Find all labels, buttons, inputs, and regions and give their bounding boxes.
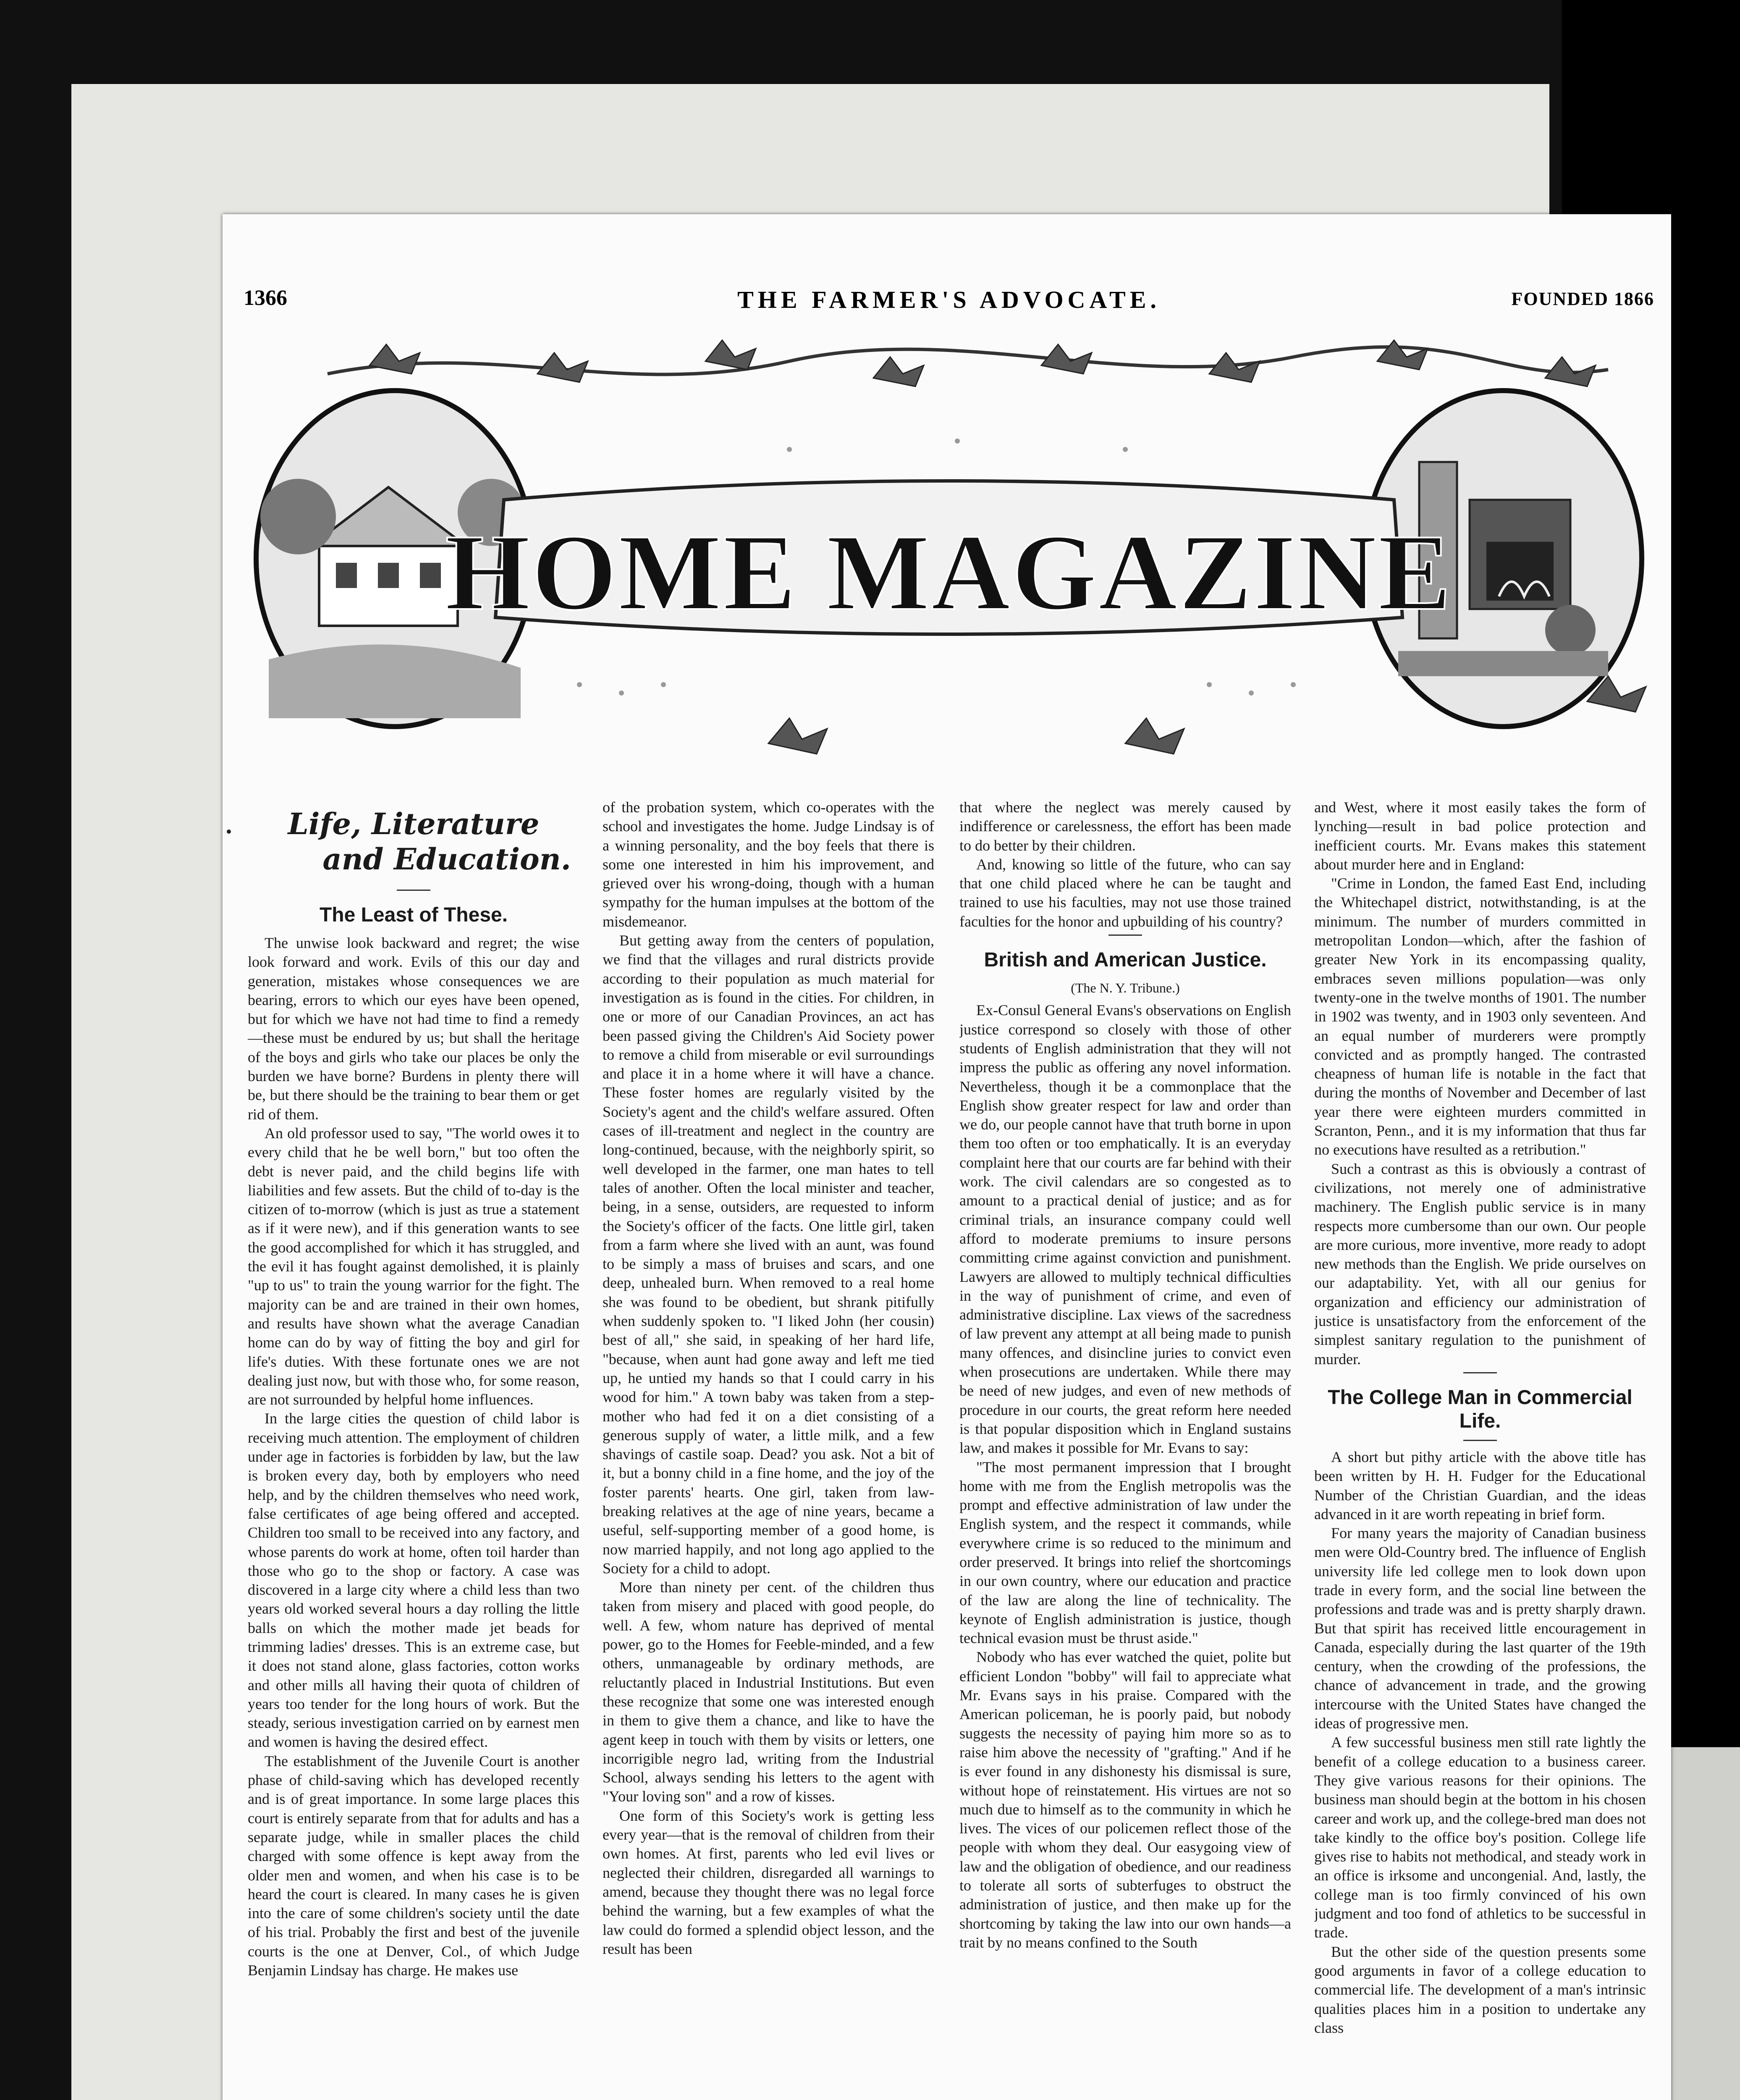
paragraph: One form of this Society's work is getting less every year—that is the removal of children from their own homes. At first, parents who led evil lives or neglected their children, disregarded all warnings to amend, because they thought there was no legal force behind the warning, but a few examples of what the law could do formed a splendid object lesson, and the result has been (603, 1807, 934, 1957)
article-title-justice: British and American Justice. (984, 949, 1267, 971)
section-heading (248, 806, 579, 877)
masthead: THE FARMER'S ADVOCATE. (737, 286, 1161, 313)
bullet-dot (227, 830, 231, 834)
paragraph: A short but pithy article with the above title has been written by H. H. Fudger for the Educational Number of the Christian Guardian, and the ideas advanced in it are worth repeating in brief form. (1314, 1448, 1646, 1522)
paragraph: "The most permanent impression that I brought home with me from the English metropolis was the prompt and effective administration of law under the English system, and the respect it commands, while everywhere crime is so reduced to the minimum and order preserved. It brings into relief the shortcomings in our own country, where our education and practice of the law are along the line of technicality. The keynote of English administration is justice, though technical evasion must be thrust aside." (959, 1458, 1291, 1647)
column-1 (248, 798, 579, 2100)
column-2 (603, 798, 934, 2100)
home-magazine-banner (244, 323, 1654, 781)
paragraph: More than ninety per cent. of the children thus taken from misery and placed with good people, do well. A few, whom nature has deprived of mental power, go to the Homes for Feeble-minded, and a few others, unmanageable by ordinary methods, are reluctantly placed in Industrial Institutions. But even these recognize that some one was interested enough in them to give them a chance, and like to have the agent keep in touch with them by visits or letters, one incorrigible negro lad, writing from the Industrial School, always sending his letters to the agent with "Your loving son" and a row of kisses. (603, 1579, 934, 1805)
paragraph: "Crime in London, the famed East End, including the Whitechapel district, notwithstanding, is at the minimum. The number of murders committed in metropolitan London—which, after the fashion of greater New York in its encompassing quality, embraces seven millions population—was only twenty-one in the twelve months of 1901. The number in 1902 was twenty, and in 1903 only seventeen. And an equal number of murderers were promptly convicted and as promptly hanged. The contrasted cheapness of human life is notable in the fact that during the months of November and December of last year there were eighteen murders committed in Scranton, Penn., and it is my information that thus far no executions have resulted as a retribution." (1314, 875, 1646, 1158)
section-heading-line-1: Life, Literature (288, 806, 540, 841)
banner-title: HOME MAGAZINE (445, 512, 1453, 633)
divider (397, 890, 430, 891)
paragraph: Nobody who has ever watched the quiet, polite but efficient London "bobby" will fail to appreciate what Mr. Evans says in his praise. Compared with the American policeman, he is poorly paid, but nobody suggests the necessity of paying him more so as to raise him above the necessity of "grafting." And if he is ever found in any dishonesty his dismissal is sure, without hope of reinstatement. His virtues are not so much due to himself as to the community in which he lives. The vices of our policemen reflect those of the people with whom they deal. Our easygoing view of law and the obligation of obedience, and our readiness to tolerate all sorts of subterfuges to obstruct the administration of justice, and then make up for the shortcoming by taking the law into our own hands—a trait by no means confined to the South (959, 1648, 1291, 1951)
paragraph: Such a contrast as this is obviously a contrast of civilizations, not merely one of administrative machinery. The English public service is in many respects more cumbersome than our own. Our people are more curious, more inventive, more ready to adopt new methods than the English. We pride ourselves on our adaptability. Yet, with all our genius for organization and efficiency our administration of justice is unsatisfactory from the enforcement of the simplest sanitary regulation to the punishment of murder. (1314, 1160, 1646, 1368)
article-source: (The N. Y. Tribune.) (1071, 980, 1180, 996)
newspaper-page (223, 214, 1671, 2100)
paragraph: of the probation system, which co-operates with the school and investigates the home. Judge Lindsay is of a winning personality, and the boy feels that there is some one interested in him his improvement, and grieved over his wrong-doing, though with a human sympathy for the human impulses at the bottom of the misdemeanor. (603, 799, 934, 930)
section-heading-line-2: and Education. (322, 842, 571, 877)
divider (1108, 934, 1142, 936)
paragraph: But the other side of the question presents some good arguments in favor of a college education to commercial life. The development of a man's intrinsic qualities places him in a position to undertake any class (1314, 1943, 1646, 2036)
paragraph: that where the neglect was merely caused by indifference or carelessness, the effort has been made to do better by their children. (959, 799, 1291, 854)
paragraph: But getting away from the centers of population, we find that the villages and rural districts provide according to their population as much material for investigation as is found in the cities. For children, in one or more of our Canadian Provinces, an act has been passed giving the Children's Aid Society power to remove a child from miserable or evil surroundings and place it in a home where it will have a chance. These foster homes are regularly visited by the Society's agent and the child's welfare assured. Often cases of ill-treatment and neglect in the country are long-continued, because, with the neighborly spirit, so well developed in the farmer, one man hates to tell tales of another. Often the local minister and teacher, being, in a sense, outsiders, are requested to inform the Society's officer of the facts. One little girl, taken from a farm where she lived with an aunt, was found to be simply a mass of bruises and scars, and one deep, unhealed burn. When removed to a real home she was found to be obedient, but shrank pitifully when suddenly spoken to. "I liked John (her cousin) best of all," she said, in speaking of her hard life, "because, when aunt had gone away and left me tied up, he untied my hands so that I could carry in his wood for him." A town baby was taken from a step-mother who had fed it on a diet consisting of a generous supply of water, a little milk, and a few shavings of castile soap. Dead? you ask. Not a bit of it, but a bonny child in a fine home, and the joy of the foster parents' hearts. One girl, taken from law-breaking relatives at the age of nine years, became a useful, self-supporting member of a good home, is now married happily, and not long ago applied to the Society for a child to adopt. (603, 932, 934, 1577)
page-number: 1366 (244, 286, 287, 310)
divider (1463, 1372, 1497, 1373)
paragraph: The establishment of the Juvenile Court is another phase of child-saving which has developed recently and is of great importance. In some large places this court is entirely separate from that for adults and has a separate judge, while in smaller places the child charged with some offence is kept away from the older men and women, and when his case is to be heard the court is cleared. In many cases he is given into the care of some children's society until the date of his trial. Probably the first and best of the juvenile courts is the one at Denver, Col., of which Judge Benjamin Lindsay has charge. He makes use (248, 1752, 579, 1979)
paragraph: and West, where it most easily takes the form of lynching—result in bad police protection and inefficient courts. Mr. Evans makes this statement about murder here and in England: (1314, 799, 1646, 873)
column-3 (959, 798, 1291, 2100)
paragraph: A few successful business men still rate lightly the benefit of a college education to a business career. They give various reasons for their opinions. The business man should begin at the bottom in his chosen career and work up, and the college-bred man does not take kindly to the office boy's position. College life gives rise to habits not methodical, and steady work in an office is irksome and uncongenial. And, lastly, the college man is too firmly convinced of his own judgment and too fond of athletics to be successful in trade. (1314, 1734, 1646, 1941)
paragraph: An old professor used to say, "The world owes it to every child that he be well born," but too often the debt is never paid, and the child begins life with liabilities and few assets. But the child of to-day is the citizen of to-morrow (which is just as true a statement as if it were new), and if this generation wants to see the good accomplished for which it has struggled, and the evil it has fought against demolished, it is plainly "up to us" to train the young warrior for the fight. The majority can be and are trained in their own homes, and results have shown what the average Canadian home can do by way of fitting the boy and girl for life's duties. With these fortunate ones we are not dealing just now, but with those who, for some reason, are not surrounded by helpful home influences. (248, 1124, 579, 1408)
page-header (244, 286, 1654, 319)
paragraph: And, knowing so little of the future, who can say that one child placed where he can be taught and trained to use his faculties, may not use those trained faculties for the honor and upbuilding of his country? (959, 856, 1291, 930)
founded-label: FOUNDED 1866 (1511, 289, 1654, 309)
paragraph: Ex-Consul General Evans's observations on English justice correspond so closely with those of other students of English administration that they will not impress the public as offering any novel information. Nevertheless, though it be a commonplace that the English show greater respect for law and order than we do, our people cannot have that truth borne in upon them too often or too emphatically. It is an everyday complaint here that our courts are far behind with their work. The civil calendars are so congested as to amount to a practical denial of justice; and as for criminal trials, an insurance company could well afford to moderate premiums to insure persons committing crime against conviction and punishment. Lawyers are allowed to multiply technical difficulties in the way of punishment of crime, and even of administrative discipline. Lax views of the sacredness of law prevent any attempt at all being made to punish many offences, and disincline juries to convict even when prosecutions are undertaken. While there may be need of new judges, and even of new methods of procedure in our courts, the great reform here needed is that popular disposition which in England sustains law, and makes it possible for Mr. Evans to say: (959, 1002, 1291, 1457)
article-title-college: The College Man in Commercial Life. (1328, 1386, 1633, 1432)
divider (1463, 1440, 1497, 1441)
paragraph: The unwise look backward and regret; the wise look forward and work. Evils of this our day and generation, mistakes whose consequences we are bearing, errors to which our eyes have been opened, but for which we have not had time to find a remedy—these must be endured by us; but shall the heritage of the boys and girls who take our places be only the burden we have borne? Burdens in plenty there will be, but there should be the training to bear them or get rid of them. (248, 934, 579, 1123)
paragraph: For many years the majority of Canadian business men were Old-Country bred. The influence of English university life led college men to look down upon trade in every form, and the social line between the professions and trade was and is pretty sharply drawn. But that spirit has received little encouragement in Canada, especially during the last quarter of the 19th century, when the crowding of the professions, the chance of advancement in trade, and the growing intercourse with the United States have changed the ideas of progressive men. (1314, 1525, 1646, 1732)
article-title-least: The Least of These. (319, 904, 508, 926)
paragraph: In the large cities the question of child labor is receiving much attention. The employment of children under age in factories is forbidden by law, but the law is broken every day, both by employers who need help, and by the children themselves who need work, false certificates of age being offered and accepted. Children too small to be received into any factory, and whose parents do work at home, often toil harder than those who go to the shop or factory. A case was discovered in a large city where a child less than two years old worked several hours a day rolling the little balls on which the mother made jet beads for trimming ladies' dresses. This is an extreme case, but it does not stand alone, glass factories, cotton works and other mills all having their quota of children of years too tender for the long hours of work. But the steady, serious investigation carried on by earnest men and women is having the desired effect. (248, 1410, 579, 1751)
column-4 (1314, 798, 1646, 2100)
